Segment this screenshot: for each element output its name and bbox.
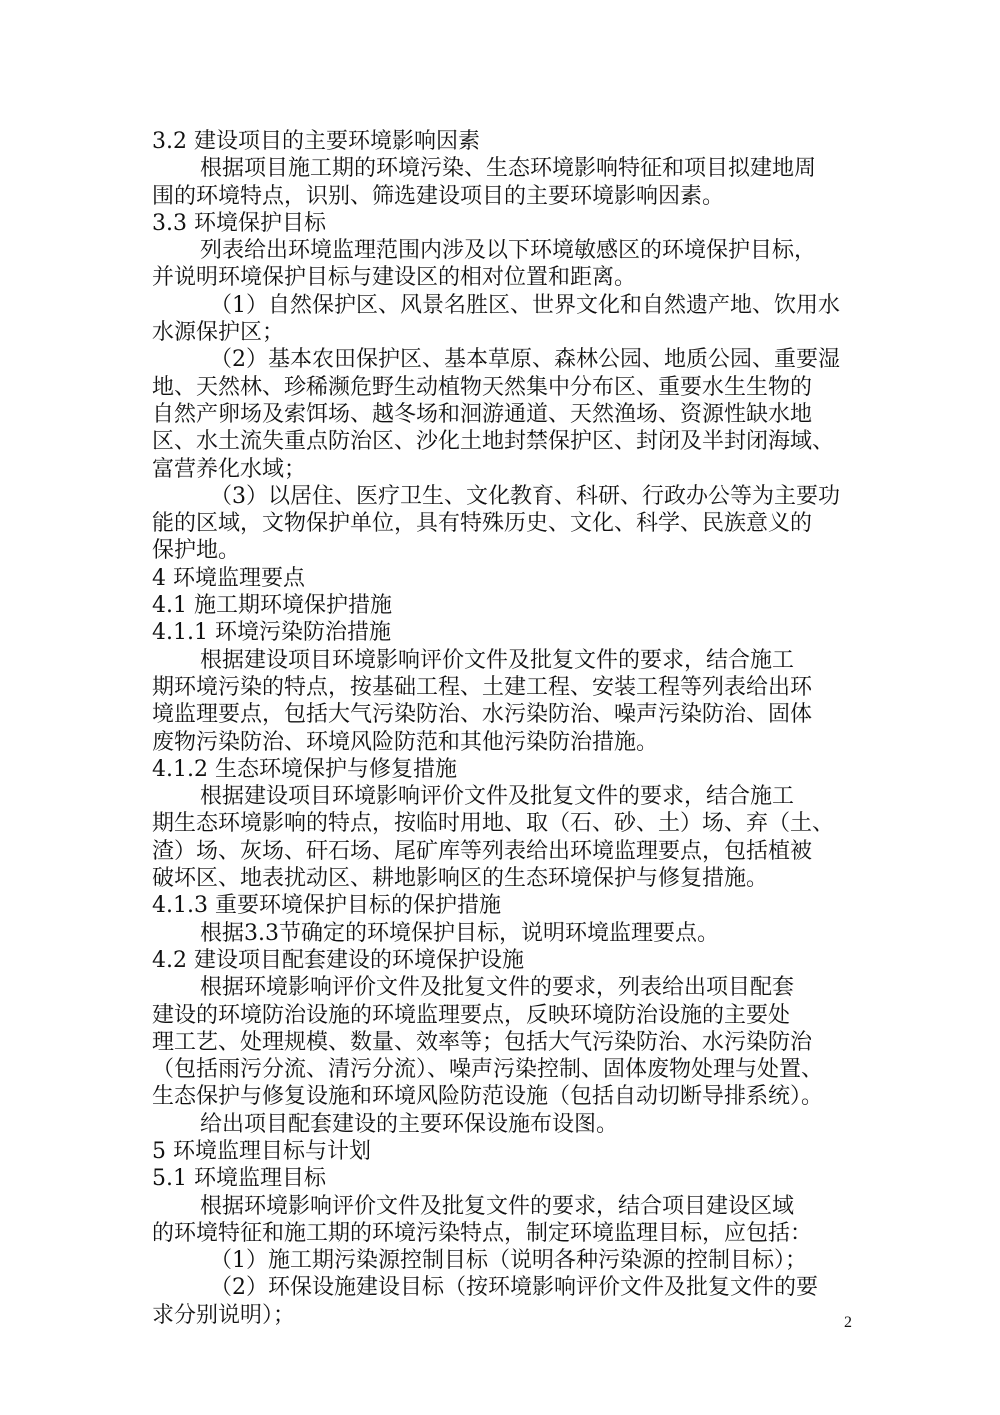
text-line: 保护地。 [152, 538, 241, 564]
text-line: 水源保护区； [152, 320, 285, 346]
text-line: 5.1 环境监理目标 [152, 1166, 326, 1192]
text-line: 生态保护与修复设施和环境风险防范设施（包括自动切断导排系统）。 [152, 1084, 824, 1110]
text-line: 能的区域，文物保护单位，具有特殊历史、文化、科学、民族意义的 [152, 511, 813, 537]
text-line: 4 环境监理要点 [152, 565, 305, 591]
text-line: 废物污染防治、环境风险防范和其他污染防治措施。 [152, 729, 659, 755]
text-line: 根据3.3节确定的环境保护目标，说明环境监理要点。 [200, 920, 719, 946]
text-line: 期环境污染的特点，按基础工程、土建工程、安装工程等列表给出环 [152, 674, 813, 700]
text-line: 求分别说明）； [152, 1302, 296, 1328]
text-line: 列表给出环境监理范围内涉及以下环境敏感区的环境保护目标， [200, 238, 817, 264]
text-line: 4.1.1 环境污染防治措施 [152, 620, 391, 646]
text-line: 4.1 施工期环境保护措施 [152, 593, 392, 619]
text-line: 地、天然林、珍稀濒危野生动植物天然集中分布区、重要水生生物的 [152, 374, 813, 400]
text-line: 根据环境影响评价文件及批复文件的要求，结合项目建设区域 [200, 1193, 795, 1219]
text-line: 建设的环境防治设施的环境监理要点，反映环境防治设施的主要处 [152, 1002, 791, 1028]
text-line: 3.2 建设项目的主要环境影响因素 [152, 129, 480, 154]
text-line: （2）基本农田保护区、基本草原、森林公园、地质公园、重要湿 [210, 347, 840, 373]
text-line: 并说明环境保护目标与建设区的相对位置和距离。 [152, 265, 637, 291]
page-number: 2 [844, 1314, 852, 1331]
text-line: 5 环境监理目标与计划 [152, 1138, 371, 1164]
text-line: 境监理要点，包括大气污染防治、水污染防治、噪声污染防治、固体 [152, 702, 813, 728]
text-line: 根据项目施工期的环境污染、生态环境影响特征和项目拟建地周 [200, 156, 817, 182]
text-line: （2）环保设施建设目标（按环境影响评价文件及批复文件的要 [210, 1275, 818, 1301]
text-line: 区、水土流失重点防治区、沙化土地封禁保护区、封闭及半封闭海域、 [152, 429, 835, 455]
text-line: 根据建设项目环境影响评价文件及批复文件的要求，结合施工 [200, 647, 795, 673]
text-line: 的环境特征和施工期的环境污染特点，制定环境监理目标，应包括： [152, 1220, 813, 1246]
text-line: 3.3 环境保护目标 [152, 210, 326, 236]
text-line: 4.1.3 重要环境保护目标的保护措施 [152, 893, 501, 919]
text-line: 自然产卵场及索饵场、越冬场和洄游通道、天然渔场、资源性缺水地 [152, 401, 813, 427]
text-line: （3）以居住、医疗卫生、文化教育、科研、行政办公等为主要功 [210, 483, 840, 509]
text-line: 渣）场、灰场、矸石场、尾矿库等列表给出环境监理要点，包括植被 [152, 838, 813, 864]
text-line: （1）自然保护区、风景名胜区、世界文化和自然遗产地、饮用水 [210, 292, 840, 318]
text-line: 破坏区、地表扰动区、耕地影响区的生态环境保护与修复措施。 [152, 866, 769, 892]
text-line: 理工艺、处理规模、数量、效率等；包括大气污染防治、水污染防治 [152, 1029, 813, 1055]
text-line: 给出项目配套建设的主要环保设施布设图。 [200, 1111, 619, 1137]
text-line: 4.1.2 生态环境保护与修复措施 [152, 756, 457, 782]
text-line: 4.2 建设项目配套建设的环境保护设施 [152, 947, 524, 973]
text-line: （包括雨污分流、清污分流）、噪声污染控制、固体废物处理与处置、 [152, 1057, 824, 1083]
text-line: 根据建设项目环境影响评价文件及批复文件的要求，结合施工 [200, 784, 795, 810]
text-line: 围的环境特点，识别、筛选建设项目的主要环境影响因素。 [152, 183, 725, 209]
text-line: 根据环境影响评价文件及批复文件的要求，列表给出项目配套 [200, 975, 795, 1001]
text-line: （1）施工期污染源控制目标（说明各种污染源的控制目标）； [210, 1248, 807, 1274]
text-line: 期生态环境影响的特点，按临时用地、取（石、砂、土）场、弃（土、 [152, 811, 835, 837]
text-line: 富营养化水域； [152, 456, 307, 482]
document-body [152, 128, 862, 1329]
